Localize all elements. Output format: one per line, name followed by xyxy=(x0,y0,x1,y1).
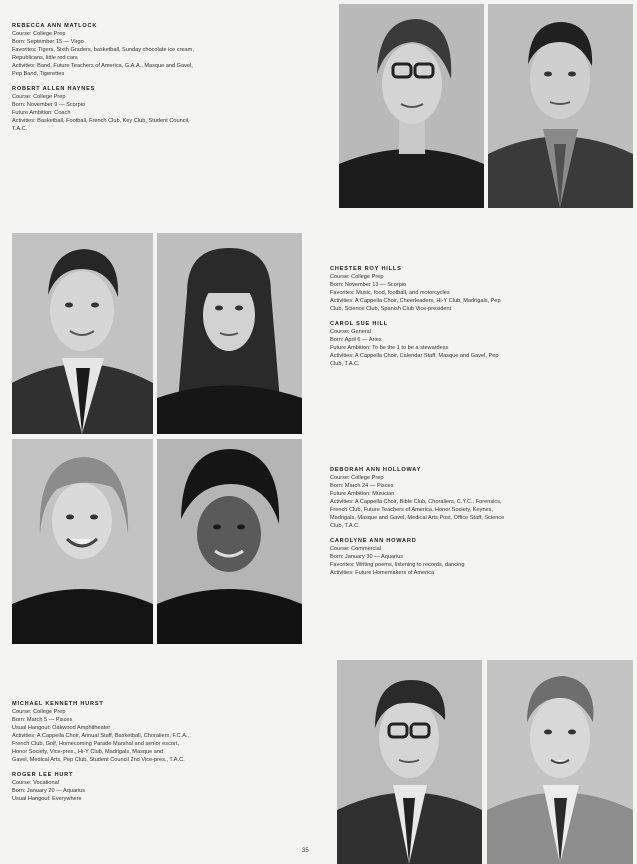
student-detail-line: Favorites: Music, food, football, and motorcycles xyxy=(330,290,450,296)
portrait-photo xyxy=(487,660,633,864)
student-name: CAROLYNE ANN HOWARD xyxy=(330,538,417,544)
student-detail-line: Republicans, little red cars xyxy=(12,55,78,61)
student-entry xyxy=(12,771,312,803)
student-detail-line: Favorites: Writing poems, listening to records, dancing xyxy=(330,562,465,568)
student-detail-line: Favorites: Tigers, Sixth Graders, basketball, Sunday chocolate ice cream, xyxy=(12,47,194,53)
student-detail-line: Honor Society, Vice-pres., Hi-Y Club, Madrigals, Masque and xyxy=(12,749,164,755)
portrait-photo xyxy=(157,439,302,644)
student-detail-line: Born: September 15 — Virgo xyxy=(12,39,84,45)
student-entry xyxy=(330,265,630,313)
student-detail-line: Activities: A Cappella Choir, Bible Club, Choraliers, C.Y.C., Forensics, xyxy=(330,499,502,505)
student-detail-line: Course: College Prep xyxy=(12,94,66,100)
student-detail-line: Gavel, Medical Arts, Pep Club, Student Council 2nd Vice-pres., T.A.C. xyxy=(12,757,185,763)
student-name: ROGER LEE HURT xyxy=(12,772,74,778)
portrait-photo xyxy=(157,233,302,434)
student-detail-line: Usual Hangout: Oakwood Amphitheater xyxy=(12,725,111,731)
student-name: ROBERT ALLEN HAYNES xyxy=(12,86,96,92)
student-detail-line: T.A.C. xyxy=(12,126,28,132)
student-detail-line: Course: General xyxy=(330,329,372,335)
student-detail-line: Activities: A Cappella Choir, Calendar Staff, Masque and Gavel, Pep xyxy=(330,353,499,359)
portrait-photo xyxy=(12,233,153,434)
bio-block xyxy=(12,22,312,140)
portrait-photo xyxy=(488,4,633,208)
student-entry xyxy=(330,320,630,368)
bio-block xyxy=(12,700,312,810)
student-entry xyxy=(12,85,312,133)
student-detail-line: Born: January 30 — Aquarius xyxy=(330,554,404,560)
student-detail-line: Course: College Prep xyxy=(12,31,66,37)
student-detail-line: Born: April 6 — Aries xyxy=(330,337,382,343)
student-detail-line: Born: January 20 — Aquarius xyxy=(12,788,86,794)
student-detail-line: Course: College Prep xyxy=(12,709,66,715)
student-detail-line: Born: November 13 — Scorpio xyxy=(330,282,407,288)
student-detail-line: Future Ambition: To be the 1 to be a stewardess xyxy=(330,345,449,351)
portrait-photo xyxy=(12,439,153,644)
student-detail-line: Course: College Prep xyxy=(330,274,384,280)
student-detail-line: Born: November 9 — Scorpio xyxy=(12,102,86,108)
student-name: CHESTER ROY HILLS xyxy=(330,266,402,272)
student-detail-line: Future Ambition: Coach xyxy=(12,110,71,116)
student-entry xyxy=(12,22,312,78)
student-name: REBECCA ANN MATLOCK xyxy=(12,23,98,29)
student-detail-line: French Club, Golf, Homecoming Parade Marshal and senior escort, xyxy=(12,741,179,747)
student-detail-line: Pep Band, Tigerettes xyxy=(12,71,65,77)
student-detail-line: Club, T.A.C. xyxy=(330,523,360,529)
student-detail-line: Madrigals, Masque and Gavel, Medical Arts Post, Office Staff, Science xyxy=(330,515,505,521)
bio-block xyxy=(330,265,630,375)
student-entry xyxy=(12,700,312,764)
student-detail-line: French Club, Future Teachers of America, Honor Society, Keynes, xyxy=(330,507,494,513)
student-detail-line: Usual Hangout: Everywhere xyxy=(12,796,82,802)
portrait-photo xyxy=(339,4,484,208)
page-number: 35 xyxy=(302,848,309,854)
student-detail-line: Born: March 5 — Pisces xyxy=(12,717,73,723)
student-name: DEBORAH ANN HOLLOWAY xyxy=(330,467,422,473)
student-detail-line: Course: Commercial xyxy=(330,546,381,552)
student-detail-line: Activities: A Cappella Choir, Cheerleaders, Hi-Y Club, Madrigals, Pep xyxy=(330,298,501,304)
student-detail-line: Activities: A Cappella Choir, Annual Staff, Basketball, Choraliers, F.C.A., xyxy=(12,733,190,739)
student-detail-line: Activities: Band, Future Teachers of America, G.A.A., Masque and Gavel, xyxy=(12,63,193,69)
student-detail-line: Activities: Basketball, Football, French Club, Key Club, Student Council, xyxy=(12,118,190,124)
student-detail-line: Club, T.A.C. xyxy=(330,361,360,367)
student-name: MICHAEL KENNETH HURST xyxy=(12,701,104,707)
student-detail-line: Future Ambition: Musician xyxy=(330,491,395,497)
student-detail-line: Course: Vocational xyxy=(12,780,59,786)
student-entry xyxy=(330,466,630,530)
student-entry xyxy=(330,537,630,577)
student-detail-line: Born: March 24 — Pisces xyxy=(330,483,394,489)
student-detail-line: Course: College Prep xyxy=(330,475,384,481)
student-name: CAROL SUE HILL xyxy=(330,321,389,327)
student-detail-line: Activities: Future Homemakers of America xyxy=(330,570,435,576)
bio-block xyxy=(330,466,630,584)
portrait-photo xyxy=(337,660,482,864)
student-detail-line: Club, Science Club, Spanish Club Vice-president xyxy=(330,306,452,312)
